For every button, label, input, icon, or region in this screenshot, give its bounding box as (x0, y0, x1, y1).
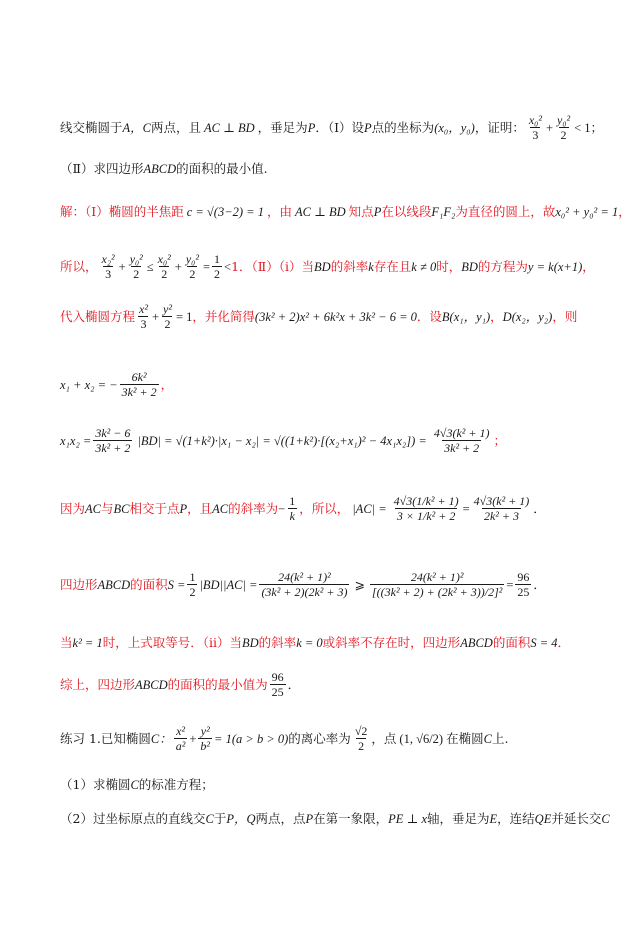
numerator: x² (176, 724, 186, 738)
math: B(x₁，y₁) (441, 309, 491, 324)
solution-line-9 (60, 670, 602, 699)
area-formula (168, 570, 546, 599)
solution-line-2 (60, 252, 602, 281)
denominator: 2 (161, 267, 168, 281)
text: 的斜率 (330, 258, 369, 274)
text: 于 (213, 811, 227, 826)
text: 综上，四边形 (60, 676, 136, 692)
math: AC (85, 501, 101, 516)
solution-line-1 (60, 203, 631, 221)
text: ， (618, 204, 631, 219)
math: ⩾ (354, 577, 365, 592)
math: D(x₂，y₂) (502, 309, 553, 324)
math: S = 4 (530, 636, 558, 650)
numerator: y² (163, 302, 172, 316)
numerator: 4√3(k² + 1) (473, 494, 530, 508)
denominator: 3 (105, 267, 112, 281)
solution-line-7 (60, 570, 602, 599)
math: BD (314, 259, 331, 274)
math: AC ⊥ BD (204, 120, 255, 135)
solution-line-6 (60, 494, 602, 523)
math: BD (242, 636, 259, 650)
math: F₁F₂ (431, 205, 456, 219)
math: C (601, 812, 610, 826)
text: 或斜率不存在时，四边形 (322, 635, 461, 650)
text: 的斜率为 (228, 500, 279, 516)
math: k (368, 259, 374, 274)
text: 因为 (60, 500, 86, 516)
numerator: y₀² (557, 113, 571, 127)
text: ，证明： (474, 119, 525, 135)
denominator: 2k² + 3 (483, 509, 519, 523)
text: 解：（Ⅰ）椭圆的半焦距 (60, 204, 184, 219)
text: 为直径的圆上，故 (455, 204, 556, 219)
math: ABCD (135, 677, 168, 692)
denominator: [((3k² + 2) + (2k² + 3))/2]² (371, 585, 503, 599)
math: (3k² + 2)x² + 6k²x + 3k² − 6 = 0 (254, 309, 417, 324)
text: 的方程为 (477, 258, 528, 274)
text: ． (533, 576, 546, 592)
text: （2）过坐标原点的直线交 (60, 811, 206, 826)
text: 的面积的最小值. (176, 161, 268, 176)
math: BC (113, 501, 130, 516)
denominator: k (289, 509, 295, 523)
text: ， (160, 376, 174, 392)
text: 代入椭圆方程 (60, 308, 136, 324)
math: P (179, 501, 188, 516)
text: 练习 1.已知椭圆 (60, 730, 151, 746)
denominator: 2 (164, 317, 171, 331)
text: （Ⅱ）求四边形 (60, 161, 144, 176)
text: 存在且 (373, 258, 412, 274)
denominator: 2 (133, 267, 140, 281)
text: 的离心率为 (288, 730, 351, 746)
text: ． (557, 635, 571, 650)
denominator: 3 (532, 128, 539, 142)
numerator: 1 (289, 494, 296, 508)
numerator: x₀² (157, 252, 171, 266)
math: y = k(x+1) (527, 259, 583, 274)
math: ABCD (97, 577, 131, 592)
math: PE ⊥ x (388, 812, 427, 826)
numerator: 96 (517, 570, 530, 584)
text: ，由 (267, 204, 293, 219)
text: ．（Ⅰ）设 (315, 119, 365, 135)
exercise-line-1: 练习 1.已知椭圆 C： $\frac{\text{x²}}{\text{a²}}$ + $\frac{\text{y²}}{\text{b²}}$ = 1(a > b > 0) 的离心率为 $\frac{√2}{2}$ ，点 (1, √6/2) 在椭圆 C 上. (60, 724, 509, 753)
text: 在椭圆 (446, 730, 484, 746)
text: 两点，且 (151, 119, 202, 135)
ellipse-equation: $\frac{\text{x²}}{3}$ + $\frac{\text{y²}}{2}$ = 1 (139, 302, 193, 331)
math: S = (167, 577, 186, 592)
problem-line-2 (60, 160, 602, 178)
math: ABCD (143, 162, 177, 176)
text: ； (493, 432, 506, 448)
text: （1）求椭圆 (60, 777, 131, 792)
text: < 1； (574, 120, 604, 135)
text: 1．（Ⅱ）（ⅰ）当 (231, 258, 315, 274)
text: ≤ (146, 259, 154, 274)
text: ，且 (187, 500, 213, 516)
exercise-line-2 (60, 776, 602, 794)
math: k = 0 (296, 636, 323, 650)
denominator: a² (175, 739, 186, 753)
denominator: 2 (560, 128, 567, 142)
text: ，所以， (299, 500, 350, 516)
text: 在以线段 (381, 204, 432, 219)
math: C (205, 812, 214, 826)
text: 的面积 (492, 635, 531, 650)
math: ABCD (460, 636, 493, 650)
denominator: 3k² + 2 (121, 385, 157, 399)
numerator: √2 (354, 724, 368, 738)
numerator: 4√3(1/k² + 1) (393, 494, 459, 508)
text: 时，上式取等号．（ⅱ）当 (102, 635, 242, 650)
text: 四边形 (60, 576, 98, 592)
math: C： (150, 731, 172, 746)
text: ． (533, 500, 546, 516)
text: 的面积的最小值为 (167, 676, 268, 692)
fraction (555, 113, 572, 142)
text: 相交于点 (129, 500, 180, 516)
text: 的斜率 (258, 635, 297, 650)
text: 点的坐标为 (371, 119, 435, 135)
math: E (489, 812, 498, 826)
math: x₁ + x₂ = − (60, 377, 118, 392)
denominator: b² (200, 739, 211, 753)
text: 上. (491, 730, 509, 746)
math: = (462, 501, 470, 516)
math: QE (534, 812, 552, 826)
denominator: 3 × 1/k² + 2 (396, 509, 456, 523)
math: k² = 1 (72, 636, 103, 650)
text: ．设 (416, 308, 442, 324)
text: ，则 (552, 308, 578, 324)
text: 并延长交 (551, 811, 602, 826)
text: ，连结 (497, 811, 535, 826)
math: BD (461, 259, 478, 274)
denominator: 3 (140, 317, 147, 331)
inequality-chain: $\frac{\text{x₂²}}{3}$ + $\frac{\text{y₀²}}{2}$ ≤ $\frac{\text{x₀²}}{2}$ + $\frac{\text{y₀²}}{2}$ = $\frac{1}{2}$ < (101, 252, 232, 281)
numerator: x₀² (528, 113, 542, 127)
math: − (278, 501, 286, 516)
numerator: y₀² (185, 252, 199, 266)
numerator: 4√3(k² + 1) (433, 426, 490, 440)
solution-line-5 (60, 426, 602, 455)
solution-line-4 (60, 370, 602, 399)
math: x₀² + y₀² = 1 (555, 205, 619, 219)
fraction (527, 113, 544, 142)
numerator: 1 (189, 570, 196, 584)
math: c = √(3−2) = 1 (186, 205, 264, 219)
solution-line-3 (60, 302, 602, 331)
numerator: x² (139, 302, 148, 316)
numerator: y₀² (129, 252, 143, 266)
text: ． (287, 676, 301, 692)
math: P (305, 812, 314, 826)
math: |BD| = √(1+k²)·|x₁ − x₂| = √((1+k²)·[(x₂+x₁)² − 4x₁x₂]) = (137, 433, 427, 448)
denominator: 3k² + 2 (444, 441, 480, 455)
text: 的标准方程； (138, 777, 214, 792)
text: 知点 (348, 204, 374, 219)
math: = (506, 577, 514, 592)
math: (x₀，y₀) (434, 120, 475, 135)
problem-line-1: 线交椭圆于 A，C 两点，且 AC ⊥ BD ，垂足为 P ．（Ⅰ）设 P 点的坐标为 (x₀，y₀) ，证明： $\frac{\text{x₀²}}{3}$ + $\frac{\text{y₀²}}{2}$ < 1； (60, 113, 604, 142)
math: x₁x₂ = (60, 433, 92, 448)
numerator: y² (200, 724, 210, 738)
denominator: 2 (358, 739, 365, 753)
text: 当 (60, 635, 73, 650)
math: C (483, 731, 492, 746)
math: k ≠ 0 (411, 259, 437, 274)
math: AC (212, 501, 229, 516)
text: 在第一象限， (313, 811, 389, 826)
numerator: x₂² (101, 252, 115, 266)
math: P (307, 120, 316, 135)
text: ，垂足为 (257, 119, 308, 135)
text: 两点，点 (255, 811, 306, 826)
text: 的面积 (130, 576, 168, 592)
math: AC ⊥ BD (295, 205, 346, 219)
text: 所以， (60, 258, 98, 274)
numerator: 1 (214, 252, 221, 266)
text: = 1 (175, 309, 193, 324)
exercise-line-3 (60, 810, 610, 828)
math: |BD||AC| = (199, 577, 258, 592)
numerator: 3k² − 6 (95, 426, 131, 440)
denominator: 25 (517, 585, 530, 599)
text: 线交椭圆于 (60, 119, 123, 135)
math: C (130, 778, 139, 792)
denominator: 2 (189, 267, 196, 281)
text: ，点 (371, 730, 397, 746)
text: ，并化简得 (192, 308, 255, 324)
math: A，C (122, 120, 151, 135)
math: P (364, 120, 372, 135)
text: 轴，垂足为 (427, 811, 490, 826)
numerator: 96 (271, 670, 284, 684)
denominator: 3k² + 2 (95, 441, 131, 455)
point: (1, √6/2) (399, 731, 444, 746)
text: ， (490, 308, 503, 324)
denominator: (3k² + 2)(2k² + 3) (261, 585, 348, 599)
math: = 1(a > b > 0) (214, 731, 289, 746)
text: 与 (101, 500, 114, 516)
text: ， (582, 258, 595, 274)
numerator: 24(k² + 1)² (278, 570, 331, 584)
text: 时， (436, 258, 462, 274)
denominator: 2 (189, 585, 196, 599)
numerator: 24(k² + 1)² (410, 570, 464, 584)
math: |AC| = (352, 501, 387, 516)
math: P (373, 205, 382, 219)
denominator: 25 (271, 685, 284, 699)
solution-line-8 (60, 634, 602, 652)
text: < (224, 259, 232, 274)
denominator: 2 (214, 267, 221, 281)
math: P，Q (226, 812, 256, 826)
numerator: 6k² (131, 370, 147, 384)
